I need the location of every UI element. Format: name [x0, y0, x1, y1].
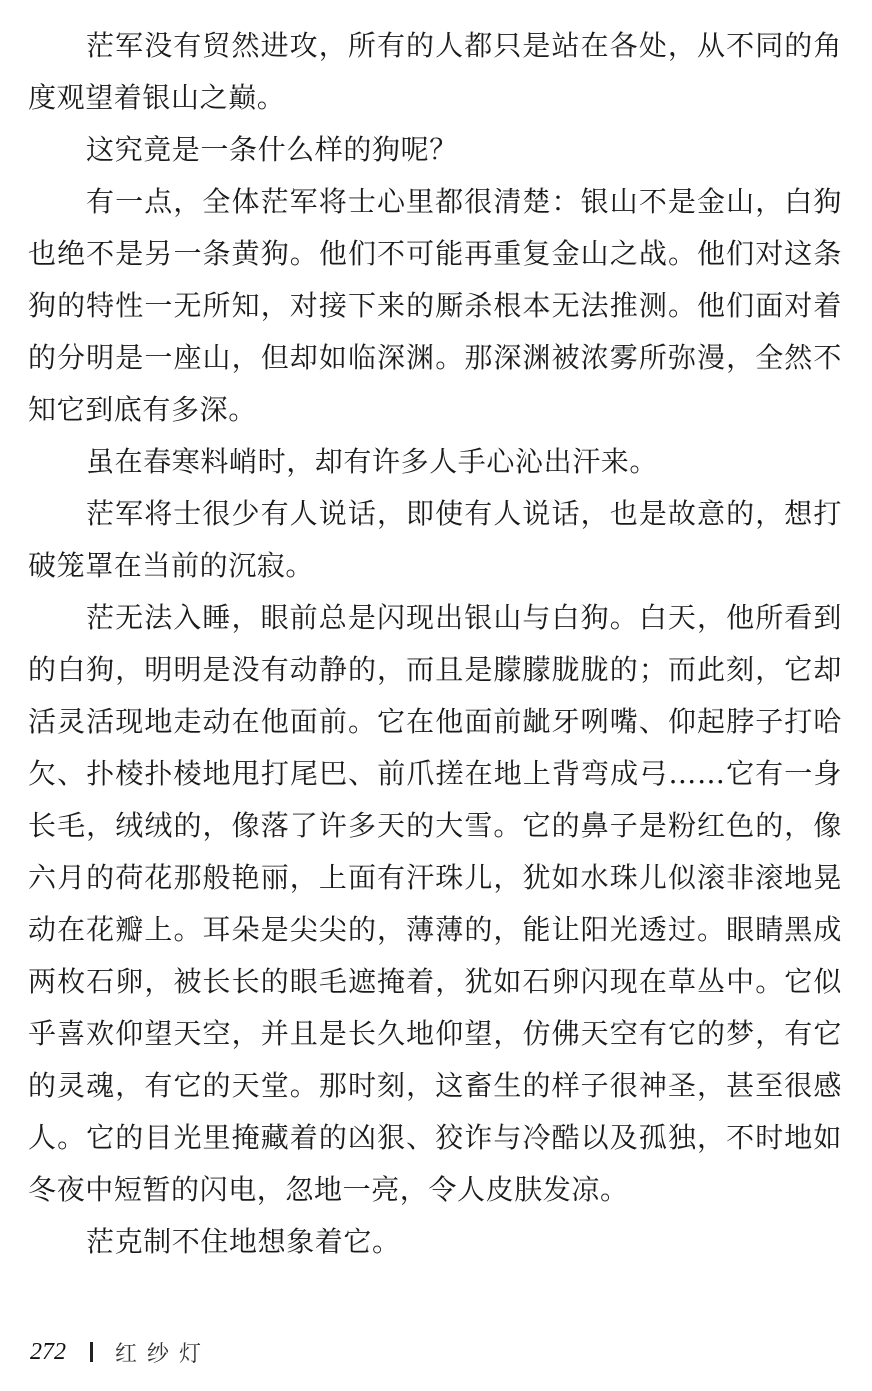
paragraph: 有一点，全体茫军将士心里都很清楚：银山不是金山，白狗也绝不是另一条黄狗。他们不可能再重复金山之战。他们对这条狗的特性一无所知，对接下来的厮杀根本无法推测。他们面对着的分明是一座山，但却如临深渊。那深渊被浓雾所弥漫，全然不知它到底有多深。	[28, 185, 842, 426]
paragraph: 这究竟是一条什么样的狗呢？	[86, 133, 458, 166]
page-body	[28, 20, 842, 1268]
paragraph: 虽在春寒料峭时，却有许多人手心沁出汗来。	[86, 445, 659, 478]
page-footer	[30, 1332, 211, 1372]
footer-divider	[90, 1342, 93, 1362]
paragraph: 茫军将士很少有人说话，即使有人说话，也是故意的，想打破笼罩在当前的沉寂。	[28, 497, 842, 582]
paragraph: 茫军没有贸然进攻，所有的人都只是站在各处，从不同的角度观望着银山之巅。	[28, 29, 842, 114]
page-number: 272	[30, 1338, 66, 1365]
paragraph: 茫无法入睡，眼前总是闪现出银山与白狗。白天，他所看到的白狗，明明是没有动静的，而且是朦朦胧胧的；而此刻，它却活灵活现地走动在他面前。它在他面前龇牙咧嘴、仰起脖子打哈欠、扑棱扑棱地甩打尾巴、前爪搓在地上背弯成弓……它有一身长毛，绒绒的，像落了许多天的大雪。它的鼻子是粉红色的，像六月的荷花那般艳丽，上面有汗珠儿，犹如水珠儿似滚非滚地晃动在花瓣上。耳朵是尖尖的，薄薄的，能让阳光透过。眼睛黑成两枚石卵，被长长的眼毛遮掩着，犹如石卵闪现在草丛中。它似乎喜欢仰望天空，并且是长久地仰望，仿佛天空有它的梦，有它的灵魂，有它的天堂。那时刻，这畜生的样子很神圣，甚至很感人。它的目光里掩藏着的凶狠、狡诈与冷酷以及孤独，不时地如冬夜中短暂的闪电，忽地一亮，令人皮肤发凉。	[28, 601, 842, 1206]
paragraph: 茫克制不住地想象着它。	[86, 1225, 401, 1258]
book-title: 红纱灯	[115, 1341, 212, 1367]
